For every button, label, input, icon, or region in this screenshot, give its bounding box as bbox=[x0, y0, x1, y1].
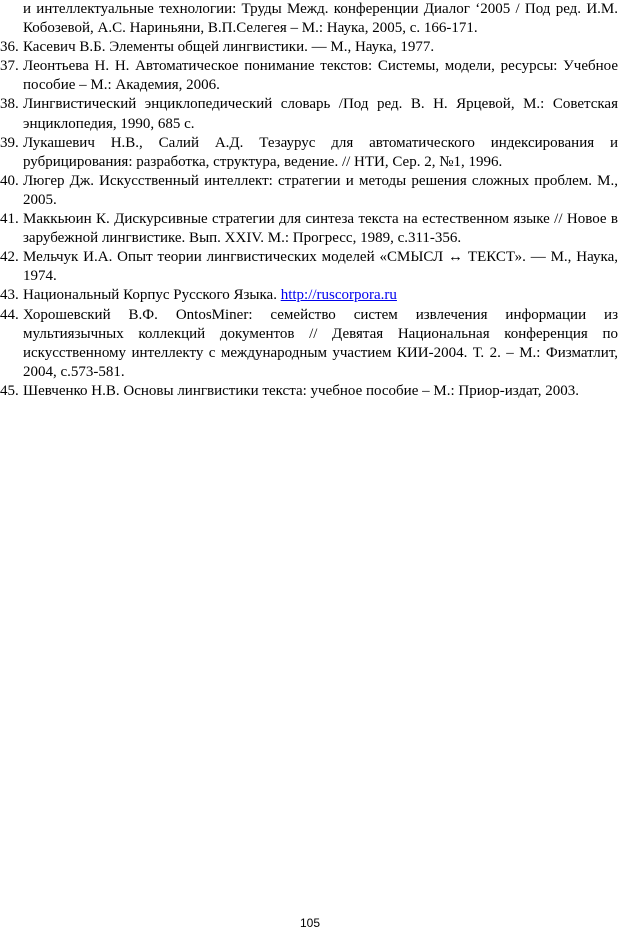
reference-text: Национальный Корпус Русского Языка. bbox=[23, 287, 281, 304]
reference-number: 36. bbox=[0, 39, 19, 56]
reference-text: Лукашевич Н.В., Салий А.Д. Тезаурус для автоматического индексирования и рубрицирования: разработка, структура, ведение. // НТИ, Сер. 2, №1, 1996. bbox=[23, 134, 618, 170]
reference-text-with-link bbox=[23, 286, 618, 305]
reference-list bbox=[0, 0, 620, 401]
reference-number: 40. bbox=[0, 172, 19, 189]
reference-item-37 bbox=[0, 57, 620, 95]
reference-item-43 bbox=[0, 286, 620, 305]
reference-text: Мельчук И.А. Опыт теории лингвистических моделей «СМЫСЛ ↔ ТЕКСТ». — М., Наука, 1974. bbox=[23, 249, 618, 285]
reference-text: Касевич В.Б. Элементы общей лингвистики. — М., Наука, 1977. bbox=[23, 39, 435, 56]
reference-number: 42. bbox=[0, 249, 19, 266]
reference-number: 43. bbox=[0, 287, 19, 304]
reference-text: Шевченко Н.В. Основы лингвистики текста: учебное пособие – М.: Приор-издат, 2003. bbox=[23, 382, 579, 399]
reference-item-45 bbox=[0, 382, 620, 401]
reference-number: 44. bbox=[0, 306, 19, 323]
reference-item-39 bbox=[0, 134, 620, 172]
ruscorpora-link[interactable]: http://ruscorpora.ru bbox=[280, 287, 397, 304]
reference-text: Люгер Дж. Искусственный интеллект: стратегии и методы решения сложных проблем. М., 2005. bbox=[23, 172, 618, 208]
reference-item-36 bbox=[0, 38, 620, 57]
page-number: 105 bbox=[299, 916, 321, 930]
reference-number: 38. bbox=[0, 96, 19, 113]
reference-number: 39. bbox=[0, 134, 19, 151]
reference-number: 37. bbox=[0, 58, 19, 75]
reference-text: Леонтьева Н. Н. Автоматическое понимание текстов: Системы, модели, ресурсы: Учебное пособие – М.: Академия, 2006. bbox=[23, 58, 618, 94]
reference-item-35-continued bbox=[0, 0, 620, 38]
reference-number: 41. bbox=[0, 211, 19, 228]
reference-item-42 bbox=[0, 248, 620, 286]
reference-number: 45. bbox=[0, 382, 19, 399]
reference-item-40 bbox=[0, 172, 620, 210]
reference-item-38 bbox=[0, 95, 620, 133]
reference-text: Маккьюин К. Дискурсивные стратегии для синтеза текста на естественном языке // Новое в зарубежной лингвистике. Вып. XXIV. М.: Прогресс, 1989, с.311-356. bbox=[23, 211, 618, 247]
reference-item-41 bbox=[0, 210, 620, 248]
reference-text: и интеллектуальные технологии: Труды Межд. конференции Диалог ‘2005 / Под ред. И.М. Кобозевой, А.С. Нариньяни, В.П.Селегея – М.: Наука, 2005, с. 166-171. bbox=[23, 1, 618, 37]
reference-text: Хорошевский В.Ф. OntosMiner: семейство систем извлечения информации из мультиязычных коллекций документов // Девятая Национальная конференция по искусственному интеллекту с международным участием КИИ-2004. Т. 2. – М.: Физматлит, 2004, с.573-581. bbox=[23, 306, 618, 380]
reference-item-44 bbox=[0, 306, 620, 382]
reference-text: Лингвистический энциклопедический словарь /Под ред. В. Н. Ярцевой, М.: Советская энциклопедия, 1990, 685 с. bbox=[23, 96, 618, 132]
